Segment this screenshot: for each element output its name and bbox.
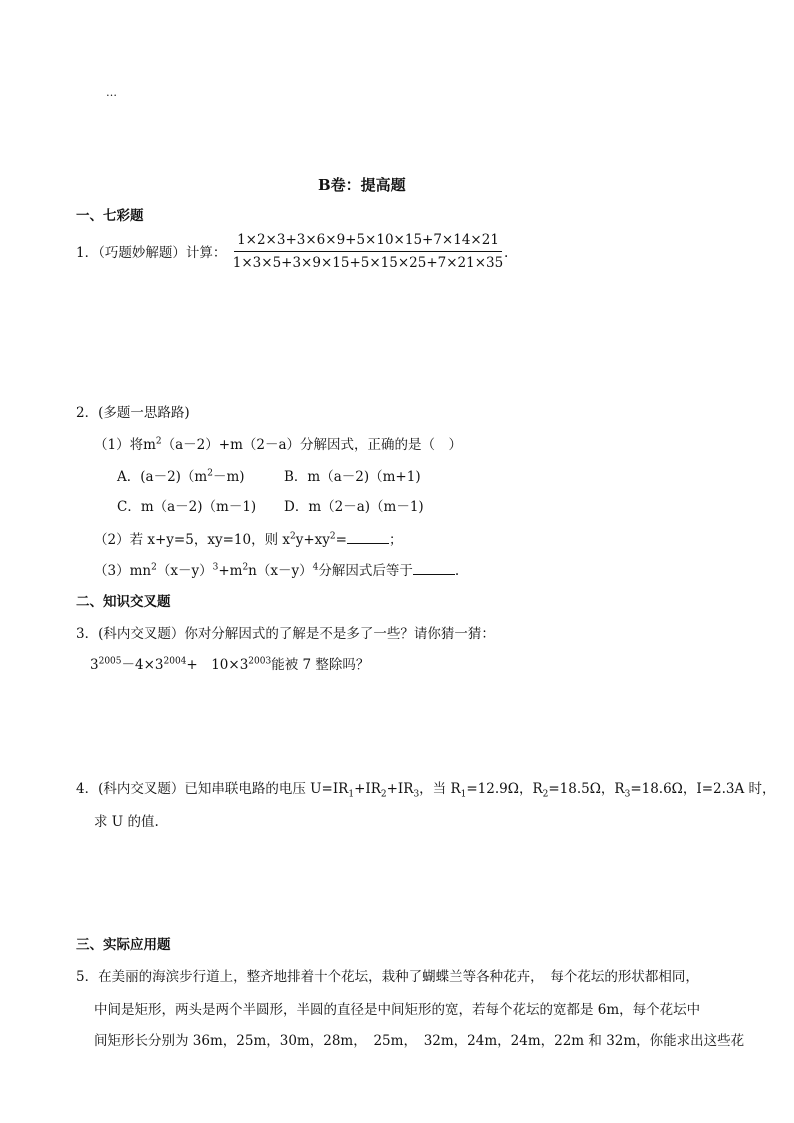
fraction-numerator: 1×2×3+3×6×9+5×10×15+7×14×21 [237, 232, 499, 248]
q4-text-e: =12.9Ω，R [466, 781, 543, 797]
subscript: 3 [413, 789, 420, 800]
option-d: D．m（2－a)（m－1) [284, 499, 424, 515]
exponent: 2 [289, 531, 296, 542]
part-1-text-a: （1）将m [94, 437, 156, 453]
exponent: 2 [329, 531, 336, 542]
answer-blank[interactable] [413, 562, 455, 575]
exponent: 2 [155, 436, 162, 447]
q4-text-b: +IR [354, 781, 381, 797]
part-2-text-b: y+xy [295, 532, 330, 548]
part-1-text-b: （a－2）+m（2－a）分解因式，正确的是（ ） [161, 437, 463, 453]
answer-blank[interactable] [347, 531, 389, 544]
q4-text-f: =18.5Ω，R [548, 781, 625, 797]
expr-base: 3 [90, 657, 99, 673]
option-a-text-a: A．(a－2)（m [117, 469, 208, 485]
question-2-part-1 [94, 437, 462, 453]
section-heading-1: 一、七彩题 [76, 208, 144, 224]
exponent: 2 [207, 468, 213, 479]
exponent: 2 [151, 562, 157, 573]
question-5-line-3: 间矩形长分别为 36m，25m，30m，28m， 25m， 32m，24m，24m，22m 和 32m，你能求出这些花 [94, 1033, 745, 1049]
exponent: 4 [312, 562, 319, 573]
question-3-line-1: 3．(科内交叉题）你对分解因式的了解是不是多了一些？请你猜一猜： [76, 626, 495, 642]
question-1-fraction [232, 232, 504, 271]
part-2-text-a: （2）若 x+y=5，xy=10，则 x [94, 532, 290, 548]
subscript: 1 [460, 789, 467, 800]
question-5-line-1: 5．在美丽的海滨步行道上，整齐地排着十个花坛，栽种了蝴蝶兰等各种花卉， 每个花坛的形状都相同， [76, 969, 699, 985]
page-title: B卷：提高题 [318, 176, 406, 194]
option-b: B．m（a－2)（m+1) [284, 469, 421, 485]
fraction-denominator: 1×3×5+3×9×15+5×15×25+7×21×35 [232, 255, 504, 271]
question-1-prefix: 1．（巧题妙解题）计算： [76, 245, 227, 261]
question-1-suffix: . [504, 245, 509, 261]
q4-text-d: ，当 R [419, 781, 461, 797]
subscript: 2 [380, 789, 387, 800]
question-4-line-1 [76, 781, 776, 800]
subscript: 3 [624, 789, 631, 800]
question-2-part-3 [94, 562, 459, 579]
option-a [117, 469, 245, 485]
part-3-text-d: n（x－y） [248, 563, 313, 579]
question-4-line-2: 求 U 的值. [94, 814, 159, 830]
top-mark: … [106, 86, 117, 99]
part-3-text-b: （x－y） [156, 563, 213, 579]
exponent: 2003 [248, 656, 272, 667]
part-3-text-e: 分解因式后等于 [318, 563, 413, 579]
option-c: C．m（a－2)（m－1) [117, 499, 257, 515]
q4-text-g: =18.6Ω，I=2.3A 时， [630, 781, 776, 797]
part-3-text-f: . [454, 563, 460, 579]
expr-plus: + 10×3 [186, 657, 249, 673]
part-2-text-c: = [335, 532, 347, 548]
part-2-text-d: ； [388, 532, 403, 548]
exponent: 2 [242, 562, 249, 573]
question-2-part-2 [94, 531, 402, 548]
q4-text-c: +IR [386, 781, 414, 797]
question-2-title: 2．(多题一思路路) [76, 405, 190, 421]
expr-minus: －4×3 [121, 657, 164, 673]
part-3-text-a: （3）mn [94, 563, 152, 579]
q4-text-a: 4．(科内交叉题）已知串联电路的电压 U=IR [76, 781, 349, 797]
part-3-text-c: +m [218, 563, 243, 579]
section-heading-3: 三、实际应用题 [76, 937, 171, 953]
section-heading-2: 二、知识交叉题 [76, 594, 171, 610]
exponent: 3 [212, 562, 219, 573]
option-a-text-b: －m) [212, 469, 245, 485]
question-3-expression [90, 657, 369, 673]
subscript: 2 [542, 789, 549, 800]
question-5-line-2: 中间是矩形，两头是两个半圆形，半圆的直径是中间矩形的宽，若每个花坛的宽都是 6m，每个花坛中 [94, 1002, 701, 1018]
subscript: 1 [348, 789, 355, 800]
exponent: 2005 [98, 656, 122, 667]
expr-tail: 能被 7 整除吗？ [271, 657, 370, 673]
exponent: 2004 [163, 656, 187, 667]
